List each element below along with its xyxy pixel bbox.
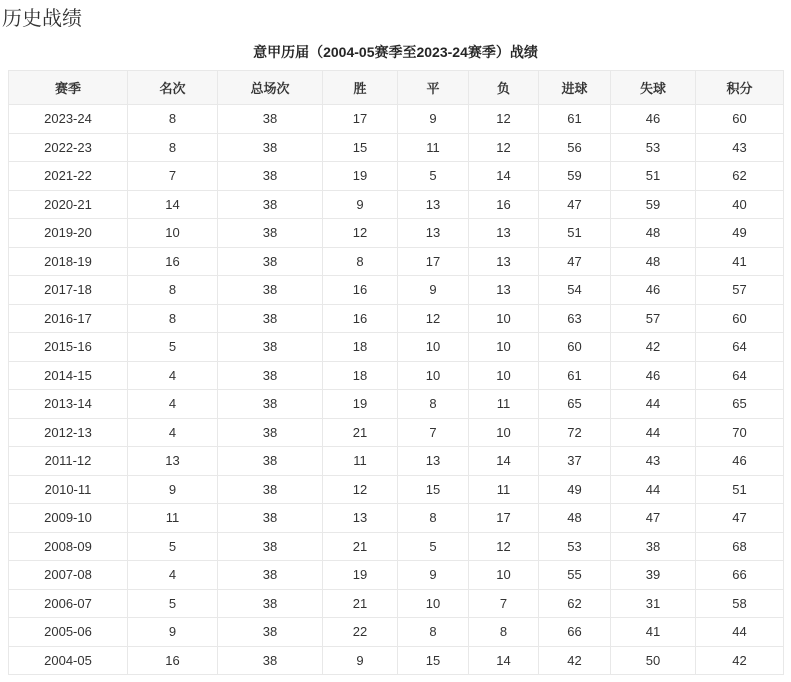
cell-draws: 7 (398, 418, 469, 447)
cell-draws: 13 (398, 219, 469, 248)
cell-goals-against: 53 (611, 133, 696, 162)
column-header-goals-for: 进球 (539, 71, 611, 105)
table-row (9, 304, 784, 333)
cell-points: 60 (696, 304, 784, 333)
cell-points: 64 (696, 361, 784, 390)
cell-draws: 9 (398, 561, 469, 590)
cell-losses: 12 (469, 105, 539, 134)
cell-points: 68 (696, 532, 784, 561)
cell-matches: 38 (218, 561, 323, 590)
cell-matches: 38 (218, 418, 323, 447)
cell-draws: 9 (398, 105, 469, 134)
cell-losses: 13 (469, 247, 539, 276)
cell-goals-for: 62 (539, 589, 611, 618)
cell-losses: 14 (469, 447, 539, 476)
history-table-section (8, 44, 783, 675)
table-title: 意甲历届（2004-05赛季至2023-24赛季）战绩 (253, 44, 538, 60)
cell-goals-for: 47 (539, 190, 611, 219)
cell-losses: 8 (469, 618, 539, 647)
cell-season: 2022-23 (9, 133, 128, 162)
table-row (9, 447, 784, 476)
cell-rank: 14 (128, 190, 218, 219)
cell-wins: 18 (323, 333, 398, 362)
table-row (9, 133, 784, 162)
cell-season: 2008-09 (9, 532, 128, 561)
column-header-losses: 负 (469, 71, 539, 105)
cell-season: 2012-13 (9, 418, 128, 447)
cell-goals-for: 55 (539, 561, 611, 590)
cell-rank: 4 (128, 390, 218, 419)
table-row (9, 247, 784, 276)
cell-losses: 10 (469, 418, 539, 447)
cell-losses: 11 (469, 390, 539, 419)
cell-draws: 13 (398, 447, 469, 476)
cell-matches: 38 (218, 333, 323, 362)
cell-points: 70 (696, 418, 784, 447)
table-row (9, 390, 784, 419)
cell-points: 49 (696, 219, 784, 248)
table-header (9, 71, 784, 105)
cell-rank: 5 (128, 333, 218, 362)
table-row (9, 190, 784, 219)
table-row (9, 532, 784, 561)
cell-rank: 5 (128, 589, 218, 618)
cell-season: 2016-17 (9, 304, 128, 333)
cell-rank: 4 (128, 361, 218, 390)
cell-season: 2017-18 (9, 276, 128, 305)
cell-points: 42 (696, 646, 784, 675)
cell-season: 2009-10 (9, 504, 128, 533)
cell-season: 2004-05 (9, 646, 128, 675)
cell-season: 2023-24 (9, 105, 128, 134)
cell-wins: 8 (323, 247, 398, 276)
cell-matches: 38 (218, 276, 323, 305)
column-header-season: 赛季 (9, 71, 128, 105)
cell-goals-against: 44 (611, 418, 696, 447)
cell-losses: 17 (469, 504, 539, 533)
cell-points: 58 (696, 589, 784, 618)
cell-losses: 13 (469, 276, 539, 305)
cell-wins: 21 (323, 418, 398, 447)
cell-goals-against: 50 (611, 646, 696, 675)
column-header-matches: 总场次 (218, 71, 323, 105)
cell-goals-against: 41 (611, 618, 696, 647)
cell-goals-for: 47 (539, 247, 611, 276)
cell-draws: 15 (398, 646, 469, 675)
cell-matches: 38 (218, 361, 323, 390)
cell-draws: 5 (398, 532, 469, 561)
cell-matches: 38 (218, 304, 323, 333)
cell-draws: 8 (398, 504, 469, 533)
cell-goals-for: 59 (539, 162, 611, 191)
cell-goals-against: 44 (611, 390, 696, 419)
cell-goals-for: 48 (539, 504, 611, 533)
cell-goals-against: 44 (611, 475, 696, 504)
cell-goals-for: 61 (539, 105, 611, 134)
cell-goals-for: 51 (539, 219, 611, 248)
cell-goals-against: 57 (611, 304, 696, 333)
cell-points: 62 (696, 162, 784, 191)
cell-losses: 11 (469, 475, 539, 504)
cell-season: 2018-19 (9, 247, 128, 276)
cell-losses: 14 (469, 646, 539, 675)
cell-season: 2015-16 (9, 333, 128, 362)
cell-wins: 18 (323, 361, 398, 390)
cell-rank: 13 (128, 447, 218, 476)
cell-rank: 9 (128, 618, 218, 647)
table-row (9, 333, 784, 362)
cell-matches: 38 (218, 589, 323, 618)
table-row (9, 504, 784, 533)
column-header-goals-against: 失球 (611, 71, 696, 105)
cell-season: 2011-12 (9, 447, 128, 476)
cell-losses: 10 (469, 361, 539, 390)
cell-draws: 10 (398, 333, 469, 362)
table-row (9, 361, 784, 390)
cell-goals-against: 46 (611, 105, 696, 134)
cell-goals-against: 51 (611, 162, 696, 191)
table-row (9, 646, 784, 675)
cell-goals-against: 48 (611, 247, 696, 276)
cell-draws: 8 (398, 618, 469, 647)
cell-rank: 5 (128, 532, 218, 561)
cell-season: 2014-15 (9, 361, 128, 390)
cell-wins: 19 (323, 561, 398, 590)
cell-draws: 8 (398, 390, 469, 419)
cell-points: 40 (696, 190, 784, 219)
cell-goals-for: 72 (539, 418, 611, 447)
cell-goals-for: 61 (539, 361, 611, 390)
column-header-points: 积分 (696, 71, 784, 105)
cell-matches: 38 (218, 162, 323, 191)
cell-points: 44 (696, 618, 784, 647)
cell-wins: 21 (323, 589, 398, 618)
table-row (9, 418, 784, 447)
cell-wins: 9 (323, 646, 398, 675)
cell-goals-against: 43 (611, 447, 696, 476)
cell-points: 51 (696, 475, 784, 504)
cell-points: 46 (696, 447, 784, 476)
cell-season: 2019-20 (9, 219, 128, 248)
cell-losses: 12 (469, 532, 539, 561)
cell-matches: 38 (218, 219, 323, 248)
cell-matches: 38 (218, 390, 323, 419)
cell-wins: 19 (323, 162, 398, 191)
table-header-row (9, 71, 784, 105)
cell-matches: 38 (218, 133, 323, 162)
cell-losses: 10 (469, 333, 539, 362)
cell-wins: 9 (323, 190, 398, 219)
history-results-table (8, 70, 784, 675)
cell-points: 60 (696, 105, 784, 134)
cell-goals-for: 66 (539, 618, 611, 647)
cell-draws: 5 (398, 162, 469, 191)
cell-points: 65 (696, 390, 784, 419)
cell-goals-against: 38 (611, 532, 696, 561)
table-row (9, 561, 784, 590)
cell-matches: 38 (218, 618, 323, 647)
cell-goals-against: 39 (611, 561, 696, 590)
cell-matches: 38 (218, 247, 323, 276)
cell-rank: 10 (128, 219, 218, 248)
cell-goals-for: 63 (539, 304, 611, 333)
cell-season: 2021-22 (9, 162, 128, 191)
cell-rank: 16 (128, 247, 218, 276)
cell-goals-for: 56 (539, 133, 611, 162)
cell-losses: 16 (469, 190, 539, 219)
cell-draws: 17 (398, 247, 469, 276)
cell-wins: 21 (323, 532, 398, 561)
cell-matches: 38 (218, 105, 323, 134)
cell-matches: 38 (218, 504, 323, 533)
cell-wins: 12 (323, 475, 398, 504)
cell-goals-against: 46 (611, 276, 696, 305)
cell-losses: 10 (469, 304, 539, 333)
cell-wins: 15 (323, 133, 398, 162)
cell-rank: 9 (128, 475, 218, 504)
cell-season: 2005-06 (9, 618, 128, 647)
cell-matches: 38 (218, 447, 323, 476)
cell-season: 2007-08 (9, 561, 128, 590)
cell-matches: 38 (218, 475, 323, 504)
cell-wins: 13 (323, 504, 398, 533)
column-header-draws: 平 (398, 71, 469, 105)
cell-goals-against: 59 (611, 190, 696, 219)
cell-losses: 14 (469, 162, 539, 191)
cell-points: 41 (696, 247, 784, 276)
cell-matches: 38 (218, 532, 323, 561)
cell-goals-against: 47 (611, 504, 696, 533)
cell-wins: 12 (323, 219, 398, 248)
cell-losses: 13 (469, 219, 539, 248)
cell-draws: 9 (398, 276, 469, 305)
cell-matches: 38 (218, 190, 323, 219)
cell-matches: 38 (218, 646, 323, 675)
cell-goals-against: 31 (611, 589, 696, 618)
cell-goals-for: 42 (539, 646, 611, 675)
cell-rank: 8 (128, 276, 218, 305)
cell-losses: 10 (469, 561, 539, 590)
cell-goals-for: 53 (539, 532, 611, 561)
cell-goals-for: 65 (539, 390, 611, 419)
cell-wins: 17 (323, 105, 398, 134)
cell-rank: 11 (128, 504, 218, 533)
cell-draws: 15 (398, 475, 469, 504)
cell-points: 64 (696, 333, 784, 362)
cell-wins: 11 (323, 447, 398, 476)
cell-rank: 8 (128, 105, 218, 134)
cell-season: 2006-07 (9, 589, 128, 618)
cell-draws: 11 (398, 133, 469, 162)
cell-losses: 7 (469, 589, 539, 618)
cell-draws: 10 (398, 589, 469, 618)
cell-rank: 7 (128, 162, 218, 191)
cell-rank: 4 (128, 418, 218, 447)
cell-wins: 19 (323, 390, 398, 419)
cell-goals-for: 54 (539, 276, 611, 305)
cell-goals-for: 49 (539, 475, 611, 504)
cell-draws: 10 (398, 361, 469, 390)
cell-rank: 4 (128, 561, 218, 590)
table-row (9, 276, 784, 305)
cell-season: 2013-14 (9, 390, 128, 419)
cell-points: 66 (696, 561, 784, 590)
cell-draws: 13 (398, 190, 469, 219)
cell-points: 43 (696, 133, 784, 162)
cell-goals-against: 48 (611, 219, 696, 248)
table-row (9, 589, 784, 618)
table-row (9, 475, 784, 504)
cell-rank: 8 (128, 133, 218, 162)
page-title: 历史战绩 (2, 8, 82, 30)
cell-wins: 16 (323, 304, 398, 333)
cell-season: 2020-21 (9, 190, 128, 219)
cell-goals-against: 42 (611, 333, 696, 362)
table-row (9, 105, 784, 134)
table-row (9, 162, 784, 191)
cell-draws: 12 (398, 304, 469, 333)
table-row (9, 618, 784, 647)
table-body (9, 105, 784, 675)
cell-goals-for: 60 (539, 333, 611, 362)
cell-wins: 16 (323, 276, 398, 305)
column-header-rank: 名次 (128, 71, 218, 105)
cell-rank: 16 (128, 646, 218, 675)
cell-season: 2010-11 (9, 475, 128, 504)
cell-goals-for: 37 (539, 447, 611, 476)
cell-points: 57 (696, 276, 784, 305)
cell-rank: 8 (128, 304, 218, 333)
cell-wins: 22 (323, 618, 398, 647)
cell-goals-against: 46 (611, 361, 696, 390)
column-header-wins: 胜 (323, 71, 398, 105)
table-row (9, 219, 784, 248)
cell-losses: 12 (469, 133, 539, 162)
cell-points: 47 (696, 504, 784, 533)
